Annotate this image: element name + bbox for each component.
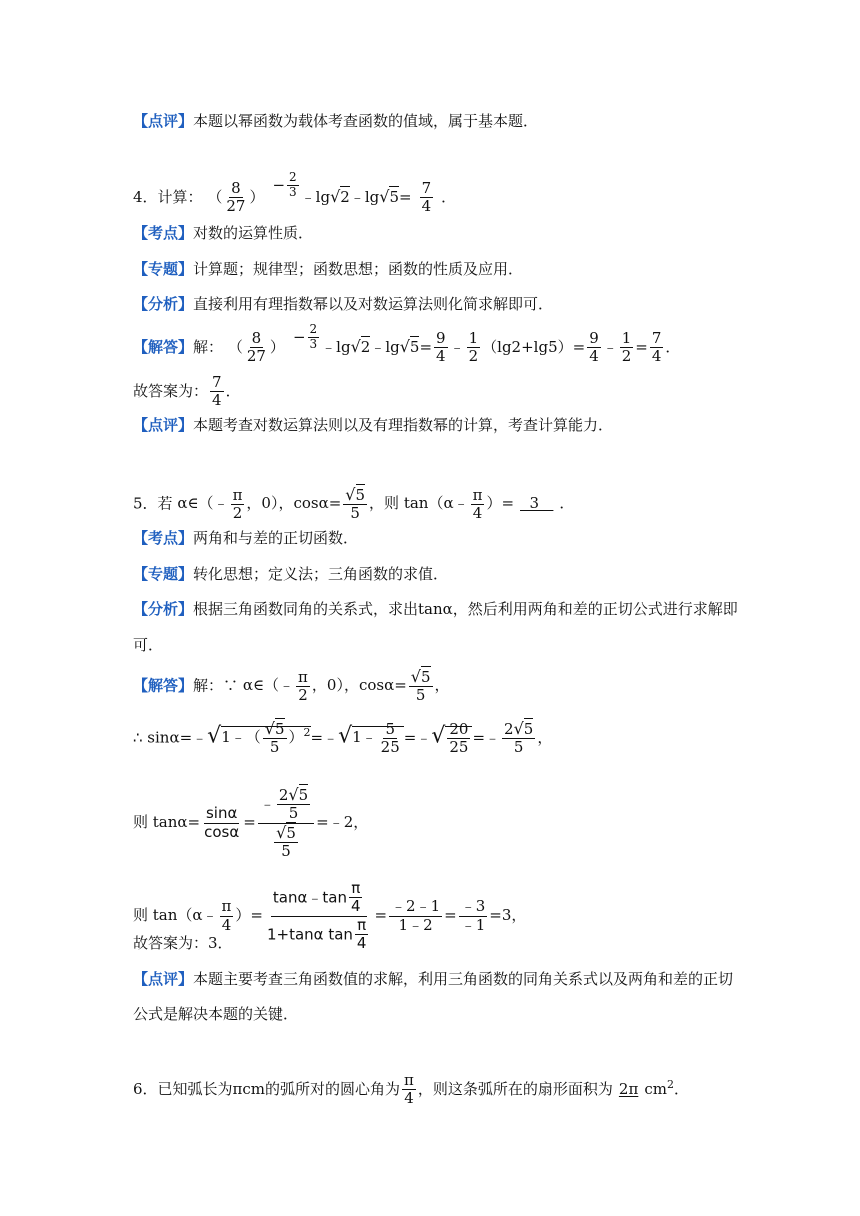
q6-answer-blank: 2π bbox=[618, 1079, 639, 1098]
q5-answer bbox=[133, 932, 233, 954]
jieda-text: 解：∵ bbox=[193, 676, 239, 695]
q4-kaodian bbox=[133, 222, 313, 244]
fenxi-tag: 【分析】 bbox=[133, 295, 194, 313]
fenxi-text: 直接利用有理指数幂以及对数运算法则化简求解即可． bbox=[193, 295, 554, 313]
q4-solution-expression: （ $\frac{8}{27}$ ）− $\frac{2}{3}$ ﹣lg√2﹣lg√5= $\frac{9}{4}$ ﹣ $\frac{1}{2}$ （lg2+lg5）= $\frac{9}{4}$ ﹣ $\frac{1}{2}$ = $\frac{7}{4}$ ． bbox=[227, 322, 681, 366]
remark-line-2 bbox=[133, 414, 613, 436]
kaodian-text: 对数的运算性质． bbox=[193, 224, 314, 242]
jieda-text: 解： bbox=[193, 337, 224, 356]
zhuanti-text: 计算题；规律型；函数思想；函数的性质及应用． bbox=[193, 260, 524, 278]
fenxi-tag: 【分析】 bbox=[133, 600, 194, 618]
remark-line-1 bbox=[133, 110, 538, 132]
q5-expression: α∈（﹣ $\frac{\pi}{2}$ ，0），cosα= $\frac{√5}{5}$ ，则 tan（α﹣ $\frac{\pi}{4}$ ）= 3 ． bbox=[177, 485, 575, 523]
remark-tag: 【点评】 bbox=[133, 416, 194, 434]
q5-zhuanti bbox=[133, 563, 448, 585]
kaodian-tag: 【考点】 bbox=[133, 529, 194, 547]
question-5-number: 5．若 bbox=[133, 494, 173, 513]
q4-fenxi bbox=[133, 293, 553, 315]
q4-zhuanti bbox=[133, 258, 523, 280]
answer-label: 故答案为：3． bbox=[133, 934, 233, 952]
kaodian-tag: 【考点】 bbox=[133, 224, 194, 242]
q4-jieda bbox=[133, 322, 681, 366]
zhuanti-tag: 【专题】 bbox=[133, 565, 194, 583]
remark-text: 本题主要考查三角函数值的求解，利用三角函数的同角关系式以及两角和差的正切 bbox=[193, 970, 734, 988]
q5-sin-step: ∴ sinα=﹣√1﹣（ $\frac{√5}{5}$ ）$^2$=﹣√1﹣ $\frac{5}{25}$ =﹣√ $\frac{20}{25}$ =﹣ $\frac{2√5}{5}$ ， bbox=[133, 719, 553, 757]
fenxi-text-cont: 可． bbox=[133, 636, 164, 654]
zhuanti-text: 转化思想；定义法；三角函数的求值． bbox=[193, 565, 449, 583]
q6-text-a: 6．已知弧长为πcm的弧所对的圆心角为 bbox=[133, 1079, 401, 1098]
remark-text-cont: 公式是解决本题的关键． bbox=[133, 1005, 299, 1023]
fenxi-text: 根据三角函数同角的关系式，求出tanα，然后利用两角和差的正切公式进行求解即 bbox=[193, 600, 738, 618]
kaodian-text: 两角和与差的正切函数． bbox=[193, 529, 359, 547]
q5-given: α∈（﹣ $\frac{\pi}{2}$ ，0），cosα= $\frac{√5}{5}$ ， bbox=[242, 667, 450, 705]
q4-answer: 故答案为： $\frac{7}{4}$ ． bbox=[133, 373, 241, 410]
q5-fenxi-cont bbox=[133, 634, 163, 656]
q5-jieda bbox=[133, 668, 450, 705]
jieda-tag: 【解答】 bbox=[133, 676, 194, 695]
q5-tan-step: 则 tanα= $\frac{\sin\alpha}{\cos\alpha}$ = ﹣ $\frac{2√5}{5}$ $\frac{√5}{5}$ =﹣2， bbox=[133, 785, 369, 861]
q5-tan-diff-step: 则 tan（α﹣ $\frac{\pi}{4}$ ）= tanα﹣tan $\frac{\pi}{4}$ 1+tanα tan $\frac{\pi}{4}$ = $\frac{﹣2﹣1}{1﹣2}$ = $\frac{﹣3}{﹣1}$ =3， bbox=[133, 879, 527, 952]
q6-end: ． bbox=[673, 1079, 689, 1098]
remark-text: 本题考查对数运算法则以及有理指数幂的计算，考查计算能力． bbox=[193, 416, 614, 434]
q4-expression: （ $\frac{8}{27}$ ）− $\frac{2}{3}$ ﹣lg√2﹣lg√5= $\frac{7}{4}$ ． bbox=[207, 170, 457, 216]
question-4-stem bbox=[133, 170, 457, 216]
remark-tag: 【点评】 bbox=[133, 970, 194, 988]
q5-kaodian bbox=[133, 527, 358, 549]
remark-line-3 bbox=[133, 968, 733, 990]
q5-fenxi bbox=[133, 598, 738, 620]
q6-unit-sup: 2 bbox=[666, 1077, 674, 1091]
q6-text-b: ，则这条弧所在的扇形面积为 bbox=[417, 1079, 613, 1098]
remark-text: 本题以幂函数为载体考查函数的值域，属于基本题． bbox=[193, 112, 539, 130]
remark-tag: 【点评】 bbox=[133, 112, 194, 130]
jieda-tag: 【解答】 bbox=[133, 337, 194, 356]
question-5-stem bbox=[133, 486, 574, 523]
answer-label: 故答案为： bbox=[133, 381, 209, 400]
question-6-stem: 6．已知弧长为πcm的弧所对的圆心角为 $\frac{\pi}{4}$ ，则这条弧所在的扇形面积为 2π $cm^2$． bbox=[133, 1071, 689, 1108]
remark-line-3-cont bbox=[133, 1003, 298, 1025]
q6-unit: cm bbox=[644, 1079, 667, 1098]
question-4-number: 4．计算： bbox=[133, 187, 203, 206]
zhuanti-tag: 【专题】 bbox=[133, 260, 194, 278]
